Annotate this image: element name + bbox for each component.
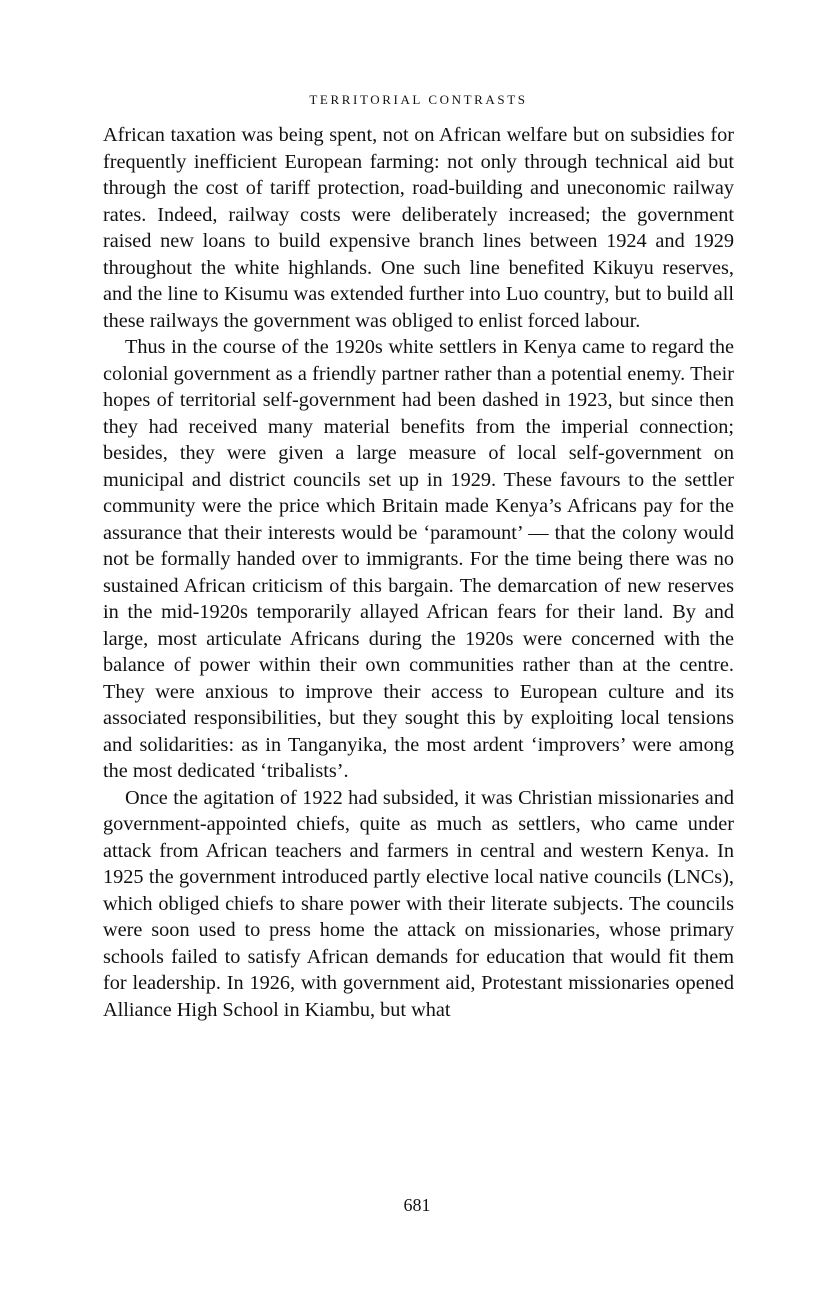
running-head: TERRITORIAL CONTRASTS: [309, 92, 528, 107]
page-number: 681: [403, 1195, 431, 1215]
body-text: [103, 122, 734, 1023]
paragraph-1: African taxation was being spent, not on African welfare but on subsidies for frequently inefficient European farming: not only through technical aid but through the cost of tariff protection, road-building and uneconomic railway rates. Indeed, railway costs were deliberately increased; the government raised new loans to build expensive branch lines between 1924 and 1929 throughout the white highlands. One such line benefited Kikuyu reserves, and the line to Kisumu was extended further into Luo country, but to build all these railways the government was obliged to enlist forced labour.: [103, 124, 734, 332]
page: [103, 90, 734, 1023]
paragraph-2: Thus in the course of the 1920s white settlers in Kenya came to regard the colonial government as a friendly partner rather than a potential enemy. Their hopes of territorial self-government had been dashed in 1923, but since then they had received many material benefits from the imperial connection; besides, they were given a large measure of local self-government on municipal and district councils set up in 1929. These favours to the settler community were the price which Britain made Kenya’s Africans pay for the assurance that their interests would be ‘paramount’ — that the colony would not be formally handed over to immigrants. For the time being there was no sustained African criticism of this bargain. The demarcation of new reserves in the mid-1920s temporarily allayed African fears for their land. By and large, most articulate Africans during the 1920s were concerned with the balance of power within their own communities rather than at the centre. They were anxious to improve their access to European culture and its associated responsibilities, but they sought this by exploiting local tensions and solidarities: as in Tanganyika, the most ardent ‘improvers’ were among the most dedicated ‘tribalists’.: [103, 336, 734, 782]
paragraph-3: Once the agitation of 1922 had subsided, it was Christian missionaries and government-appointed chiefs, quite as much as settlers, who came under attack from African teachers and farmers in central and western Kenya. In 1925 the government introduced partly elective local native councils (LNCs), which obliged chiefs to share power with their literate subjects. The councils were soon used to press home the attack on missionaries, whose primary schools failed to satisfy African demands for education that would fit them for leadership. In 1926, with government aid, Protestant missionaries opened Alliance High School in Kiambu, but what: [103, 786, 734, 1021]
